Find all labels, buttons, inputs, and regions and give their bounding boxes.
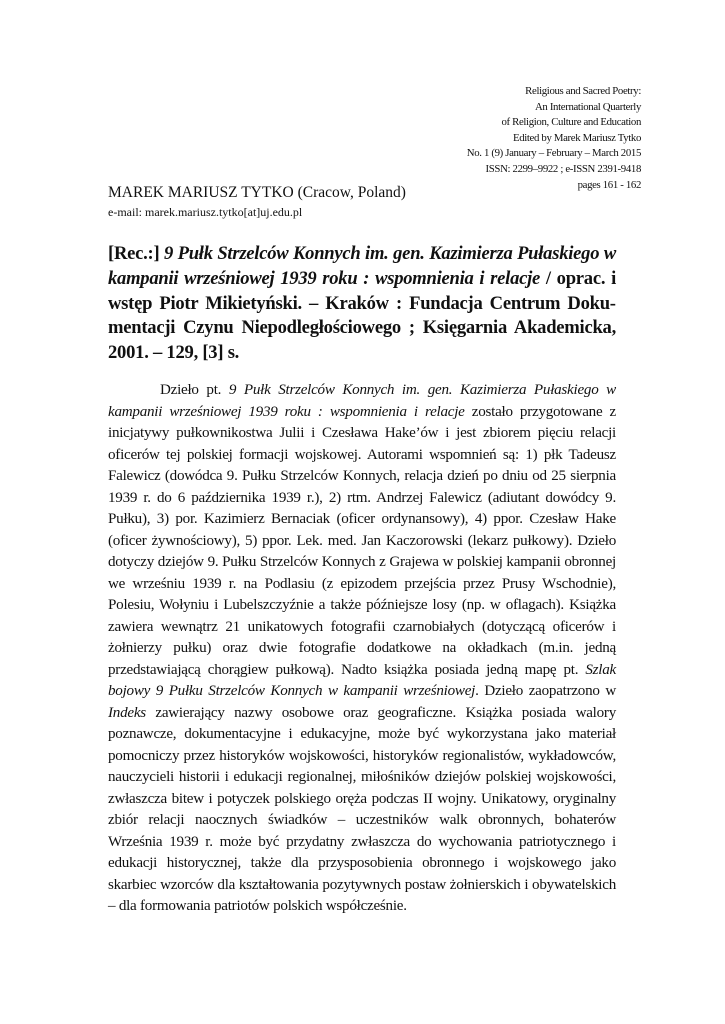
body-segment-1: Dzieło pt. xyxy=(160,382,229,398)
journal-info xyxy=(281,84,641,193)
journal-issn: ISSN: 2299–9922 ; e-ISSN 2391-9418 xyxy=(485,162,641,175)
author-name: MAREK MARIUSZ TYTKO (Cracow, Poland) xyxy=(108,184,406,201)
journal-editor: Edited by Marek Mariusz Tytko xyxy=(512,131,641,144)
review-body xyxy=(108,380,616,918)
body-segment-4: zawierający nazwy osobowe oraz geograficzne. Książka posiada walory poznawcze, dokumentacyjne i edukacyjne, może być wykorzystana jako materiał pomocniczy przez historyków wojskowości, historyków regionalistów, wykładowców, nauczycieli historii i edukacji regionalnej, miłośników dziejów polskiej wojskowości, zwłaszcza bitew i potyczek polskiego oręża podczas II wojny. Unikatowy, oryginalny zbiór relacji naocznych świadków – uczestników walk obronnych, bohaterów Września 1939 r. może być przydatny zwłaszcza do wychowania patriotycznego i edukacji historycznej, także dla przysposobienia obronnego i wojskowego jako skarbiec wzorców dla kształtowania pozytywnych postaw żołnierskich i obywatelskich – dla formowania patriotów polskich współcześnie. xyxy=(108,704,616,914)
author-email: e-mail: marek.mariusz.tytko[at]uj.edu.pl xyxy=(108,205,303,219)
journal-name: Religious and Sacred Poetry: xyxy=(525,85,641,97)
body-segment-3: . Dzieło zaopatrzono w xyxy=(475,683,616,699)
body-index-word: Indeks xyxy=(108,704,146,721)
title-prefix: [Rec.:] xyxy=(108,243,164,264)
journal-subtitle: An International Quarterly xyxy=(534,100,641,113)
review-title xyxy=(108,242,616,366)
journal-scope: of Religion, Culture and Education xyxy=(501,116,641,129)
body-segment-2: zostało przygotowane z inicjatywy pułkownikostwa Julii i Czesława Hake’ów i jest zbiorem pięciu relacji oficerów tej polskiej formacji wojskowej. Autorami wspomnień są: 1) płk Tadeusz Falewicz (dowódca 9. Pułku Strzelców Konnych, relacja dzień po dniu od 25 sierpnia 1939 r. do 6 października 1939 r.), 2) rtm. Andrzej Falewicz (adiutant dowódcy 9. Pułku), 3) por. Kazimierz Bernaciak (oficer ordynansowy), 4) ppor. Czesław Hake (oficer żywnościowy), 5) ppor. Lek. med. Jan Kaczorowski (lekarz pułkowy). Dzieło dotyczy dziejów 9. Pułku Strzelców Konnych z Grajewa w polskiej kampanii obronnej we wrześniu 1939 r. na Podlasiu (z epizodem przejścia przez Prusy Wschodnie), Polesiu, Wołyniu i Lubelszczyźnie a także późniejsze losy (np. w oflagach). Książka zawiera wewnątrz 21 unikatowych fotografii czarnobiałych (dotyczącą oficerów i żołnierzy pułku) oraz dwie fotografie dodatkowe na okładkach (m.in. jedną przedstawiającą chorągiew pułkową). Nadto książka posiada jedną mapę pt. xyxy=(108,403,616,678)
body-book-title: 9 Pułk Strzelców Konnych im. gen. Kazimierza Pułaskiego w kampanii wrześniowej 1939 roku : wspomnienia i relacje xyxy=(108,382,616,420)
body-map-title: Szlak bojowy 9 Pułku Strzelców Konnych w kampanii wrześniowej xyxy=(108,661,616,699)
title-book-name: 9 Pułk Strzelców Konnych im. gen. Kazimierza Pułaskiego w kampanii wrześniowej 1939 roku : wspomnienia i relacje xyxy=(108,243,616,289)
title-bibliographic-details: / oprac. i wstęp Piotr Mikietyński. – Kraków : Fundacja Centrum Dokumentacji Czynu Niepodległościowego ; Księgarnia Akademicka, 2001. – 129, [3] s. xyxy=(108,267,616,364)
journal-issue: No. 1 (9) January – February – March 2015 xyxy=(466,147,641,160)
journal-pages: pages 161 - 162 xyxy=(577,178,641,191)
